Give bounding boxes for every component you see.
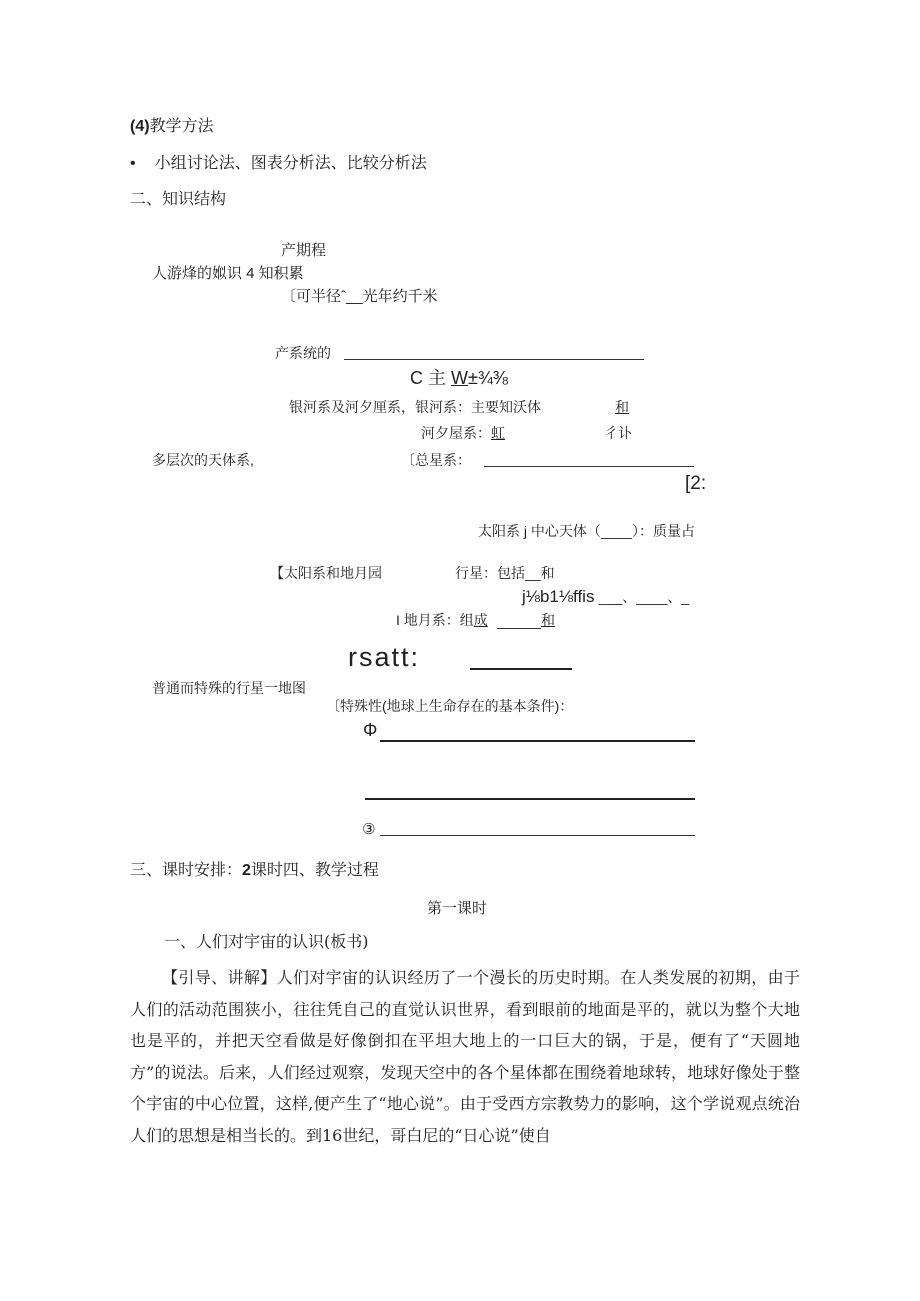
item3-blank-line [380, 835, 695, 836]
diagram-system-label: 产系统的 [275, 345, 331, 361]
diagram-chanqi: 产期程 [281, 241, 327, 259]
diagram-galaxy-and: 和 [615, 399, 629, 415]
diagram-planet: 行星：包括__和 [455, 565, 555, 581]
methods-line [130, 155, 427, 172]
diagram-zongxing: 〔总星系： [401, 452, 471, 468]
diagram-knowledge: 人游烽的娰识 4 知积累 [152, 265, 304, 282]
garbled-text: j⅛b1⅛ffis [522, 587, 595, 606]
diagram-galaxy: 银河系及河夕厘系，银河系：主要知沃体 [289, 399, 541, 415]
diagram-taiyang-center: 太阳系 j 中心天体（____）：质量占 [478, 523, 696, 539]
diagram-special: 〔特殊性(地球上生命存在的基本条件)： [326, 698, 574, 714]
diyue-label: I 地月系：组 [396, 612, 474, 628]
section-3-heading [130, 862, 379, 879]
diagram-radius: 〔可半径ˆ__光年约千米 [281, 288, 438, 305]
diagram-hexi [421, 426, 505, 440]
diyue-cheng: 成 [473, 612, 488, 628]
diagram-taiyang-moon: 【太阳系和地月园 [270, 565, 382, 581]
diagram-multi: 多层次的天体系, [152, 452, 254, 468]
body-text: 【引导、讲解】人们对宇宙的认识经历了一个漫长的历史时期。在人类发展的初期，由于人们的活动范围狭小，往往凭自己的直觉认识世界，看到眼前的地面是平的，就以为整个大地也是平的，并把天空看做是好像倒扣在平坦大地上的一口巨大的锅，于是，便有了“天圆地方”的说法。后来，人们经过观察，发现天空中的各个星体都在围绕着地球转，地球好像处于整个宇宙的中心位置，这样,便产生了“地心说”。由于受西方宗教势力的影响，这个学说观点统治人们的思想是相当长的。到16世纪，哥白尼的“日心说”使自 [130, 968, 800, 1145]
diagram-bracket2: [2: [685, 473, 707, 494]
diagram-hexi-end: 彳讣 [604, 425, 632, 441]
diagram-item1: Φ [363, 720, 378, 740]
c-label: C 主 [410, 368, 446, 388]
hexi-hong: 虹 [491, 425, 505, 441]
body-paragraph [130, 962, 800, 1152]
diagram-rsatt: rsatt: [348, 642, 421, 672]
diyue-blank-line [497, 628, 541, 629]
sec3-hours: 2 [242, 862, 251, 879]
diagram-garbled [522, 588, 689, 606]
diagram-diyue [396, 613, 488, 627]
system-blank-line [344, 359, 644, 360]
section-4-heading [130, 118, 214, 135]
section-title: 教学方法 [149, 116, 214, 135]
diagram-diyue-and: 和 [541, 612, 555, 628]
subsection-1-title: 一、人们对宇宙的认识(板书) [164, 932, 369, 951]
item2-blank-line [365, 798, 695, 800]
w-rest: ±¾⅜ [468, 368, 508, 388]
bullet-icon: • [130, 155, 136, 172]
sec3-title-b: 课时四、教学过程 [250, 860, 379, 879]
w-label: W [451, 368, 469, 388]
section-2-heading: 二、知识结构 [130, 189, 227, 208]
section-number: (4) [130, 118, 150, 135]
hexi-label: 河夕屋系： [421, 425, 491, 441]
lesson-title: 第一课时 [427, 899, 488, 917]
garbled-blanks: ___、____、_ [598, 589, 690, 605]
diagram-item3: ③ [362, 821, 376, 838]
methods-text: 小组讨论法、图表分析法、比较分析法 [154, 153, 427, 172]
zongxing-blank-line [484, 466, 694, 467]
rsatt-blank-line [470, 668, 572, 670]
diagram-cw-line [410, 369, 508, 387]
sec3-title-a: 三、课时安排： [130, 860, 243, 879]
item1-blank-line [380, 740, 695, 742]
diagram-common: 普通而特殊的行星一地图 [152, 680, 306, 696]
